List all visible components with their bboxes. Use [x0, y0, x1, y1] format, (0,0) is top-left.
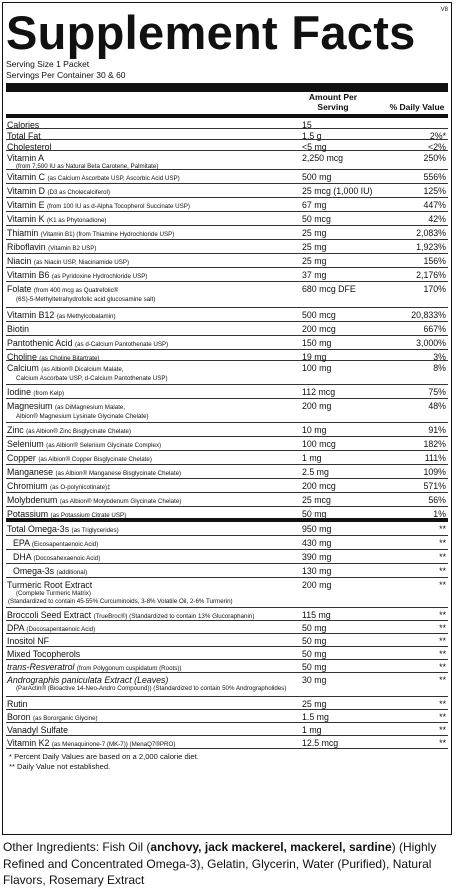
table-row	[6, 507, 448, 522]
nutrient-label: Manganese	[7, 467, 53, 477]
nutrient-label: Riboflavin	[7, 242, 46, 252]
nutrient-dv: **	[439, 712, 446, 722]
table-row	[6, 198, 448, 212]
nutrient-name	[7, 186, 302, 198]
nutrient-dv: 91%	[428, 425, 446, 435]
nutrient-amount: 200 mcg	[302, 481, 336, 491]
nutrient-standardization: (Standardized to contain 45-55% Curcuminoids, 3-8% Volatile Oil, 2-6% Turmerin)	[8, 597, 233, 605]
nutrient-label: Selenium	[7, 439, 44, 449]
nutrient-amount: 1 mg	[302, 453, 322, 463]
nutrient-dv: **	[439, 636, 446, 646]
nutrient-name	[7, 509, 302, 521]
nutrient-name	[7, 481, 302, 493]
nutrient-source: (Vitamin B2 USP)	[48, 245, 97, 252]
nutrient-dv: 571%	[423, 481, 446, 491]
nutrient-amount: 500 mcg	[302, 310, 336, 320]
nutrient-label: Boron	[7, 712, 31, 722]
nutrient-amount: 115 mg	[302, 610, 331, 620]
nutrient-source: (as Calcium Ascorbate USP, Ascorbic Acid USP)	[47, 175, 180, 182]
amount-column-header: Amount Per Serving	[308, 92, 358, 112]
nutrient-amount: 15	[302, 120, 312, 130]
nutrient-amount: 200 mcg	[302, 324, 336, 334]
table-row	[6, 350, 448, 361]
nutrient-name	[7, 363, 302, 383]
table-row	[6, 621, 448, 634]
nutrient-source: (as DiMagnesium Malate,	[54, 404, 126, 411]
nutrient-source-line: (ParActin® (Bioactive 14-Neo-Andro Compound)) (Standardized to contain 50% Andrographolides)	[16, 685, 287, 692]
nutrient-dv: 1%	[433, 509, 446, 519]
nutrient-label: DPA	[7, 623, 24, 633]
nutrient-amount: 12.5 mcg	[302, 738, 339, 748]
nutrient-source: (as Albion® Manganese Bisglycinate Chelate)	[55, 470, 182, 477]
nutrient-label: EPA	[13, 538, 30, 548]
nutrient-name	[7, 439, 302, 451]
nutrient-source: (Docosahexaenoic Acid)	[33, 555, 101, 562]
table-row	[6, 212, 448, 226]
nutrient-dv: **	[439, 623, 446, 633]
nutrient-dv: 75%	[428, 387, 446, 397]
nutrient-name	[7, 256, 302, 268]
nutrient-source: (additional)	[56, 569, 88, 576]
nutrient-source: (as Albion® Molybdenum Glycinate Chelate)	[59, 498, 182, 505]
nutrient-dv: 2,083%	[416, 228, 446, 238]
nutrient-name	[7, 675, 302, 693]
other-ingredients	[3, 839, 455, 889]
table-row	[6, 608, 448, 621]
nutrient-amount: 390 mg	[302, 552, 332, 562]
nutrient-name	[7, 495, 302, 507]
nutrient-dv: 447%	[423, 200, 446, 210]
nutrient-amount: 500 mg	[302, 172, 332, 182]
nutrient-name	[7, 425, 302, 437]
table-row	[6, 240, 448, 254]
nutrient-source-line: (6S)-5-Methyltetrahydrofolic acid glucosamine salt)	[16, 296, 156, 303]
nutrient-amount: 1.5 g	[302, 131, 322, 141]
nutrient-source: (as Methylcobalamin)	[56, 313, 116, 320]
nutrient-amount: 2.5 mg	[302, 467, 329, 477]
nutrient-amount: 10 mg	[302, 425, 327, 435]
table-row	[6, 536, 448, 550]
nutrient-source: (as O-polynicotinate)‡	[50, 484, 111, 491]
nutrient-dv: **	[439, 566, 446, 576]
nutrient-dv: 182%	[423, 439, 446, 449]
table-row	[6, 660, 448, 673]
nutrient-amount: 50 mcg	[302, 214, 331, 224]
nutrient-label: DHA	[13, 552, 32, 562]
nutrient-dv: **	[439, 649, 446, 659]
nutrient-source: (from 100 IU as d-Alpha Tocopherol Succinate USP)	[46, 203, 190, 210]
nutrient-label: Choline	[7, 352, 37, 362]
nutrient-name	[7, 453, 302, 465]
nutrient-label: Folate	[7, 284, 32, 294]
nutrient-label: Calories	[7, 120, 40, 130]
nutrient-label: Vitamin K2	[7, 738, 50, 748]
nutrient-dv: **	[439, 725, 446, 735]
nutrient-label: Turmeric Root Extract	[7, 580, 93, 590]
nutrient-source-line: Calcium Ascorbate USP, d-Calcium Pantothenate USP)	[16, 375, 168, 382]
nutrient-dv: **	[439, 699, 446, 709]
table-row	[6, 282, 448, 308]
nutrient-dv: **	[439, 580, 446, 590]
table-row	[6, 336, 448, 350]
nutrient-label: Omega-3s	[13, 566, 55, 576]
table-row	[6, 451, 448, 465]
table-row	[6, 140, 448, 151]
nutrient-source: (Eicosapentaenoic Acid)	[31, 541, 99, 548]
table-row	[6, 226, 448, 240]
nutrient-amount: 25 mg	[302, 228, 327, 238]
table-row	[6, 634, 448, 647]
nutrient-name	[7, 228, 302, 240]
nutrient-dv: **	[439, 662, 446, 672]
nutrient-source: (from Kelp)	[33, 390, 65, 397]
panel-title: Supplement Facts	[6, 6, 416, 59]
table-row	[6, 437, 448, 451]
nutrient-source: (as Triglycerides)	[71, 527, 119, 534]
nutrient-source: (as Niacin USP, Niacinamide USP)	[33, 259, 130, 266]
nutrient-label: Chromium	[7, 481, 48, 491]
nutrient-dv: 56%	[428, 495, 446, 505]
nutrient-source: (from 400 mcg as Quatrefolic®	[33, 287, 119, 294]
nutrient-label: Total Omega-3s	[7, 524, 70, 534]
nutrient-label: Vanadyl Sulfate	[7, 725, 68, 735]
nutrient-label: Pantothenic Acid	[7, 338, 73, 348]
nutrient-name	[7, 270, 302, 282]
nutrient-dv: 42%	[428, 214, 446, 224]
table-row	[6, 129, 448, 140]
nutrient-name	[7, 524, 302, 536]
nutrient-dv: 156%	[423, 256, 446, 266]
nutrient-label: Broccoli Seed Extract	[7, 610, 92, 620]
table-row	[6, 268, 448, 282]
nutrient-name	[7, 214, 302, 226]
table-row	[6, 423, 448, 437]
nutrient-label: Magnesium	[7, 401, 53, 411]
table-row	[6, 170, 448, 184]
nutrient-amount: 150 mg	[302, 338, 332, 348]
table-row	[6, 710, 448, 723]
nutrient-label: Cholesterol	[7, 142, 52, 152]
table-row	[6, 578, 448, 608]
nutrient-amount: 25 mcg	[302, 495, 331, 505]
nutrient-amount: 67 mg	[302, 200, 327, 210]
nutrient-dv: 1,923%	[416, 242, 446, 252]
nutrient-dv: **	[439, 675, 446, 685]
nutrient-label: Vitamin A	[7, 153, 44, 163]
nutrient-name	[7, 725, 302, 735]
nutrient-name	[13, 552, 308, 564]
nutrient-dv: 2%*	[429, 131, 446, 141]
nutrient-name	[13, 538, 308, 550]
nutrient-amount: 1 mg	[302, 725, 322, 735]
table-row	[6, 465, 448, 479]
table-row	[6, 322, 448, 336]
nutrient-name	[7, 699, 302, 709]
column-header	[6, 92, 448, 118]
nutrient-label: Niacin	[7, 256, 32, 266]
table-row	[6, 550, 448, 564]
nutrient-source: (as Albion® Dicalcium Malate,	[41, 366, 124, 373]
table-row	[6, 118, 448, 129]
nutrient-amount: 50 mg	[302, 623, 327, 633]
table-row	[6, 723, 448, 736]
nutrient-amount: 100 mcg	[302, 439, 336, 449]
nutrient-label: Iodine	[7, 387, 31, 397]
nutrient-amount: 50 mg	[302, 662, 327, 672]
nutrient-dv: 2,176%	[416, 270, 446, 280]
nutrient-amount: 130 mg	[302, 566, 332, 576]
nutrient-label: Potassium	[7, 509, 49, 519]
nutrient-dv: **	[439, 610, 446, 620]
nutrient-dv: <2%	[428, 142, 446, 152]
nutrient-label: Molybdenum	[7, 495, 58, 505]
table-row	[6, 697, 448, 710]
nutrient-dv: **	[439, 552, 446, 562]
nutrient-amount: 430 mg	[302, 538, 332, 548]
nutrient-name	[7, 387, 302, 399]
nutrient-dv: 111%	[424, 453, 446, 463]
nutrient-dv: 109%	[423, 467, 446, 477]
nutrient-amount: 50 mg	[302, 509, 327, 519]
table-row	[6, 647, 448, 660]
nutrient-dv: 3%	[433, 352, 446, 362]
nutrient-source: (as Albion® Selenium Glycinate Complex)	[46, 442, 162, 449]
nutrient-source: (as Pyridoxine Hydrochloride USP)	[51, 273, 148, 280]
nutrient-dv: 48%	[428, 401, 446, 411]
nutrient-label: trans-Resveratrol	[7, 662, 75, 672]
nutrient-name	[7, 401, 302, 421]
table-row	[6, 399, 448, 423]
nutrient-label: Vitamin C	[7, 172, 45, 182]
nutrient-name	[13, 566, 308, 578]
table-row	[6, 522, 448, 536]
nutrient-name	[7, 649, 302, 659]
nutrient-label: Vitamin E	[7, 200, 45, 210]
nutrient-label: Total Fat	[7, 131, 41, 141]
table-row	[6, 493, 448, 507]
nutrient-label: Calcium	[7, 363, 39, 373]
dv-column-header: % Daily Value	[389, 102, 445, 112]
nutrient-source: (as Choline Bitartrate)	[39, 355, 100, 362]
nutrient-source: (Vitamin B1) (from Thiamine Hydrochloride USP)	[40, 231, 175, 238]
servings-per-container: Servings Per Container 30 & 60	[6, 69, 126, 80]
nutrient-amount: 112 mcg	[302, 387, 336, 397]
nutrient-name	[7, 172, 302, 184]
nutrient-label: Rutin	[7, 699, 28, 709]
nutrient-label: Vitamin K	[7, 214, 45, 224]
nutrient-amount: 2,250 mcg	[302, 153, 344, 163]
nutrient-amount: <5 mg	[302, 142, 327, 152]
nutrient-amount: 25 mg	[302, 256, 327, 266]
nutrient-dv: 8%	[433, 363, 446, 373]
nutrient-source: (TrueBroc®) (Standardized to contain 13% Glucoraphanin)	[93, 613, 255, 620]
nutrient-amount: 1.5 mg	[302, 712, 329, 722]
table-row	[6, 479, 448, 493]
nutrient-source: (as Bororganic Glycine)	[32, 715, 98, 722]
nutrient-amount: 50 mg	[302, 649, 327, 659]
nutrient-name	[7, 153, 302, 171]
nutrient-label: Vitamin B6	[7, 270, 50, 280]
nutrient-name	[7, 242, 302, 254]
nutrient-dv: **	[439, 524, 446, 534]
table-row	[6, 308, 448, 322]
nutrient-source-line: Albion® Magnesium Lysinate Glycinate Chelate)	[16, 413, 149, 420]
table-row	[6, 184, 448, 198]
table-row	[6, 564, 448, 578]
nutrient-amount: 25 mg	[302, 242, 327, 252]
nutrient-label: Thiamin	[7, 228, 39, 238]
other-ingredients-fish: anchovy, jack mackerel, mackerel, sardine	[150, 840, 392, 854]
nutrient-dv: 3,000%	[416, 338, 446, 348]
nutrient-amount: 37 mg	[302, 270, 327, 280]
nutrient-source-line: (Complete Turmeric Matrix)	[16, 590, 91, 597]
nutrient-source: (as Potassium Citrate USP)	[50, 512, 127, 519]
nutrient-source: (as Menaquinone-7 (MK-7)) (MenaQ7®PRO)	[51, 741, 176, 748]
nutrient-amount: 680 mcg DFE	[302, 284, 356, 294]
nutrient-source: (as d-Calcium Pantothenate USP)	[75, 341, 169, 348]
nutrient-name	[7, 310, 302, 322]
nutrient-dv: **	[439, 738, 446, 748]
table-row	[6, 673, 448, 697]
nutrient-source: (Docosapentaenoic Acid)	[26, 626, 96, 633]
nutrient-source: (D3 as Cholecalciferol)	[47, 189, 111, 196]
nutrient-name	[7, 636, 302, 646]
nutrient-dv: 20,833%	[411, 310, 446, 320]
table-row	[6, 385, 448, 399]
supplement-facts-panel	[2, 2, 452, 835]
nutrient-label: Andrographis paniculata Extract (Leaves)	[7, 675, 169, 685]
nutrient-amount: 30 mg	[302, 675, 327, 685]
table-row	[6, 361, 448, 385]
nutrient-name	[7, 200, 302, 212]
footnotes	[6, 749, 448, 772]
nutrient-label: Vitamin B12	[7, 310, 55, 320]
nutrient-label: Mixed Tocopherols	[7, 649, 81, 659]
table-row	[6, 254, 448, 268]
footnote-dv: * Percent Daily Values are based on a 2,000 calorie diet.	[9, 752, 199, 761]
nutrient-dv: 250%	[423, 153, 446, 163]
nutrient-amount: 25 mg	[302, 699, 327, 709]
nutrient-dv: 170%	[423, 284, 446, 294]
nutrient-label: Biotin	[7, 324, 30, 334]
nutrient-source: (from Polygonum cuspidatum (Roots))	[76, 665, 182, 672]
other-ingredients-lead: Other Ingredients: Fish Oil (	[3, 840, 151, 854]
nutrient-label: Zinc	[7, 425, 24, 435]
nutrient-amount: 200 mg	[302, 580, 332, 590]
nutrient-name	[7, 580, 302, 605]
nutrient-table	[6, 118, 448, 749]
nutrient-source-line: (from 7,500 IU as Natural Beta Carotene, Palmitate)	[16, 163, 159, 170]
nutrient-label: Copper	[7, 453, 36, 463]
nutrient-name	[7, 738, 302, 750]
nutrient-amount: 19 mg	[302, 352, 327, 362]
table-row	[6, 151, 448, 170]
version-code: V8	[440, 7, 448, 13]
nutrient-amount: 950 mg	[302, 524, 332, 534]
thick-divider	[6, 83, 448, 92]
nutrient-label: Vitamin D	[7, 186, 45, 196]
nutrient-dv: 556%	[423, 172, 446, 182]
footnote-not-established: ** Daily Value not established.	[9, 762, 111, 771]
nutrient-name	[7, 467, 302, 479]
nutrient-amount: 50 mg	[302, 636, 327, 646]
nutrient-source: (as Albion® Copper Bisglycinate Chelate)	[38, 456, 152, 463]
nutrient-source: (as Albion® Zinc Bisglycinate Chelate)	[26, 428, 132, 435]
nutrient-amount: 100 mg	[302, 363, 332, 373]
nutrient-source: (K1 as Phytonadione)	[46, 217, 107, 224]
nutrient-name	[7, 284, 302, 304]
nutrient-name	[7, 324, 302, 334]
nutrient-amount: 25 mcg (1,000 IU)	[302, 186, 373, 196]
table-row	[6, 736, 448, 749]
other-ingredients-rest: ) (Highly Refined and Concentrated Omega-3), Gelatin, Glycerin, Water (Purified), Natural Flavors, Rosemary Extract	[3, 840, 437, 887]
serving-size: Serving Size 1 Packet	[6, 59, 90, 69]
nutrient-label: Inositol NF	[7, 636, 50, 646]
nutrient-amount: 200 mg	[302, 401, 332, 411]
nutrient-dv: 125%	[423, 186, 446, 196]
nutrient-name	[7, 338, 302, 350]
nutrient-dv: 667%	[423, 324, 446, 334]
nutrient-dv: **	[439, 538, 446, 548]
